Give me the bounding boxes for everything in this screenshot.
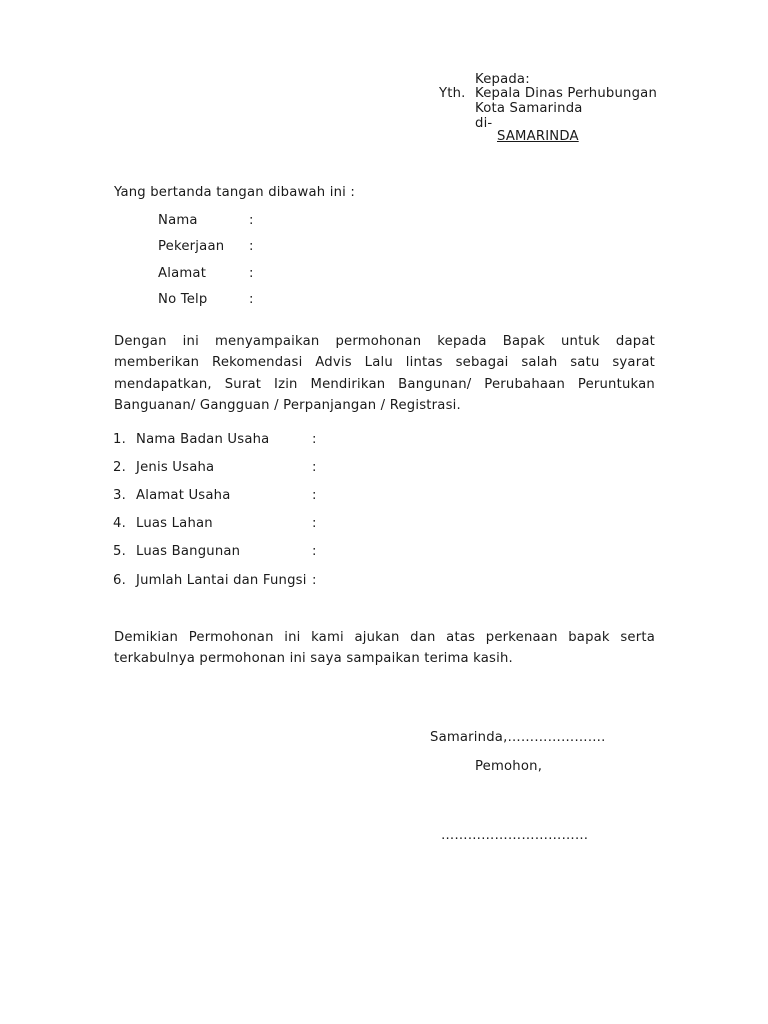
field-colon: :	[249, 292, 254, 307]
list-item-number: 4.	[113, 516, 126, 531]
closing-paragraph: Demikian Permohonan ini kami ajukan dan atas perkenaan bapak serta terkabulnya permohonan ini saya sampaikan terima kasih.	[114, 630, 655, 667]
address-location: SAMARINDA	[497, 129, 579, 144]
address-yth: Yth.	[439, 86, 466, 101]
list-item-colon: :	[312, 460, 317, 475]
list-item-colon: :	[312, 488, 317, 503]
list-item-colon: :	[312, 573, 317, 588]
list-item-number: 2.	[113, 460, 126, 475]
intro-text: Yang bertanda tangan dibawah ini :	[114, 185, 356, 200]
field-label-no-telp: No Telp	[158, 292, 208, 307]
list-item-number: 3.	[113, 488, 126, 503]
field-colon: :	[249, 239, 254, 254]
field-label-nama: Nama	[158, 213, 198, 228]
address-recipient: Kepala Dinas Perhubungan	[475, 86, 658, 101]
request-paragraph: Dengan ini menyampaikan permohonan kepada Bapak untuk dapat memberikan Rekomendasi Advis Lalu lintas sebagai salah satu syarat mendapatkan, Surat Izin Mendirikan Bangunan/ Perubahaan Peruntukan Banguanan/ Gangguan / Perpanjangan / Registrasi.	[114, 334, 655, 413]
address-city: Kota Samarinda	[475, 101, 583, 116]
signature-place-date: Samarinda,………………….	[430, 730, 606, 745]
list-item-label: Luas Lahan	[136, 516, 213, 531]
address-di: di-	[475, 116, 493, 131]
address-kepada: Kepada:	[475, 72, 530, 87]
field-label-alamat: Alamat	[158, 266, 207, 281]
list-item-label: Jumlah Lantai dan Fungsi	[136, 573, 307, 588]
signature-name-line: ……………………………	[441, 828, 589, 843]
list-item-label: Jenis Usaha	[136, 460, 215, 475]
list-item-label: Nama Badan Usaha	[136, 432, 270, 447]
list-item-colon: :	[312, 432, 317, 447]
list-item-number: 5.	[113, 544, 126, 559]
list-item-number: 6.	[113, 573, 126, 588]
field-colon: :	[249, 266, 254, 281]
list-item-label: Luas Bangunan	[136, 544, 241, 559]
list-item-colon: :	[312, 516, 317, 531]
field-colon: :	[249, 213, 254, 228]
list-item-number: 1.	[113, 432, 126, 447]
field-label-pekerjaan: Pekerjaan	[158, 239, 225, 254]
signature-role: Pemohon,	[475, 759, 543, 774]
list-item-colon: :	[312, 544, 317, 559]
list-item-label: Alamat Usaha	[136, 488, 231, 503]
